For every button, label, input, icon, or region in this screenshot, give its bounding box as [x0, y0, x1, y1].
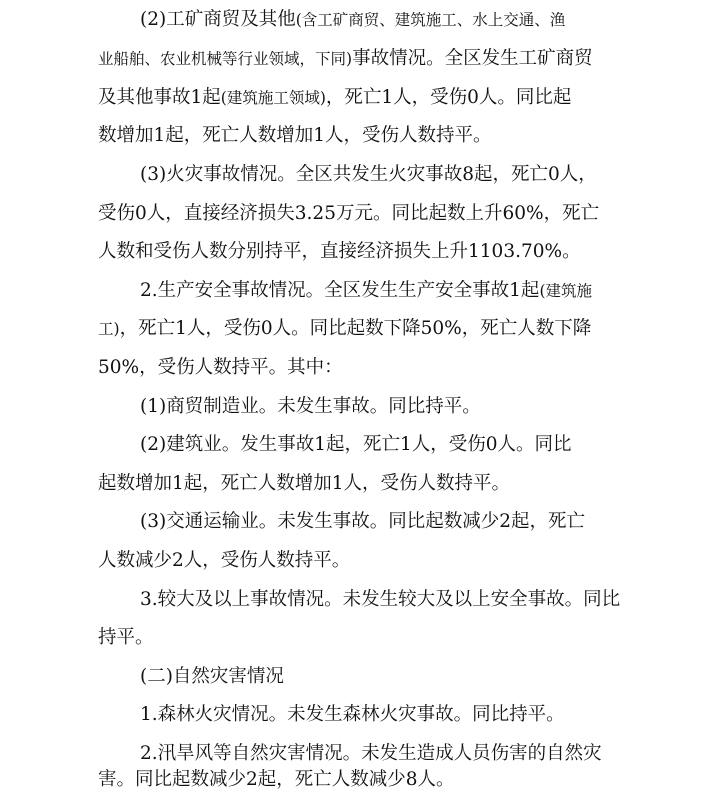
text-run: 及其他事故1起: [98, 87, 221, 108]
text-line: 受伤0人，直接经济损失3.25万元。同比起数上升60%，死亡: [98, 203, 600, 224]
text-line: (3)交通运输业。未发生事故。同比起数减少2起，死亡: [140, 511, 585, 532]
text-run-small: 工): [98, 320, 120, 338]
text-line: (2)建筑业。发生事故1起，死亡1人，受伤0人。同比: [140, 434, 572, 455]
text-line: 1.森林火灾情况。未发生森林火灾事故。同比持平。: [140, 704, 565, 725]
text-run-small: 业船舶、农业机械等行业领域，下同): [98, 50, 353, 68]
section-heading: (二)自然灾害情况: [140, 666, 284, 687]
text-run: (2)工矿商贸及其他: [140, 9, 296, 30]
text-line: [98, 316, 591, 342]
text-line: 2.汛旱风等自然灾害情况。未发生造成人员伤害的自然灾: [140, 743, 602, 764]
text-line: 持平。: [98, 627, 154, 648]
text-line: 数增加1起，死亡人数增加1人，受伤人数持平。: [98, 125, 492, 146]
text-line: 人数减少2人，受伤人数持平。: [98, 550, 351, 571]
text-line: 50%，受伤人数持平。其中：: [98, 357, 343, 378]
text-run-small: (含工矿商贸、建筑施工、水上交通、渔: [295, 11, 566, 29]
text-line: 3.较大及以上事故情况。未发生较大及以上安全事故。同比: [140, 589, 621, 610]
text-line: 害。同比起数减少2起，死亡人数减少8人。: [98, 769, 455, 790]
text-line: [98, 85, 571, 111]
text-run-small: (建筑施工领域): [220, 89, 326, 107]
text-run: ，死亡1人，受伤0人。同比起: [325, 87, 572, 108]
text-run: 2.生产安全事故情况。全区发生生产安全事故1起: [140, 280, 540, 301]
text-run-small: (建筑施: [539, 282, 592, 300]
text-run: ，死亡1人，受伤0人。同比起数下降50%，死亡人数下降: [119, 318, 592, 339]
text-line: (1)商贸制造业。未发生事故。同比持平。: [140, 396, 481, 417]
text-line: [140, 7, 565, 33]
text-run: 事故情况。全区发生工矿商贸: [352, 48, 593, 69]
text-line: [140, 278, 592, 304]
text-line: (3)火灾事故情况。全区共发生火灾事故8起，死亡0人，: [140, 164, 597, 185]
text-line: 人数和受伤人数分别持平，直接经济损失上升1103.70%。: [98, 241, 581, 262]
text-line: 起数增加1起，死亡人数增加1人，受伤人数持平。: [98, 473, 511, 494]
text-line: [98, 46, 593, 72]
